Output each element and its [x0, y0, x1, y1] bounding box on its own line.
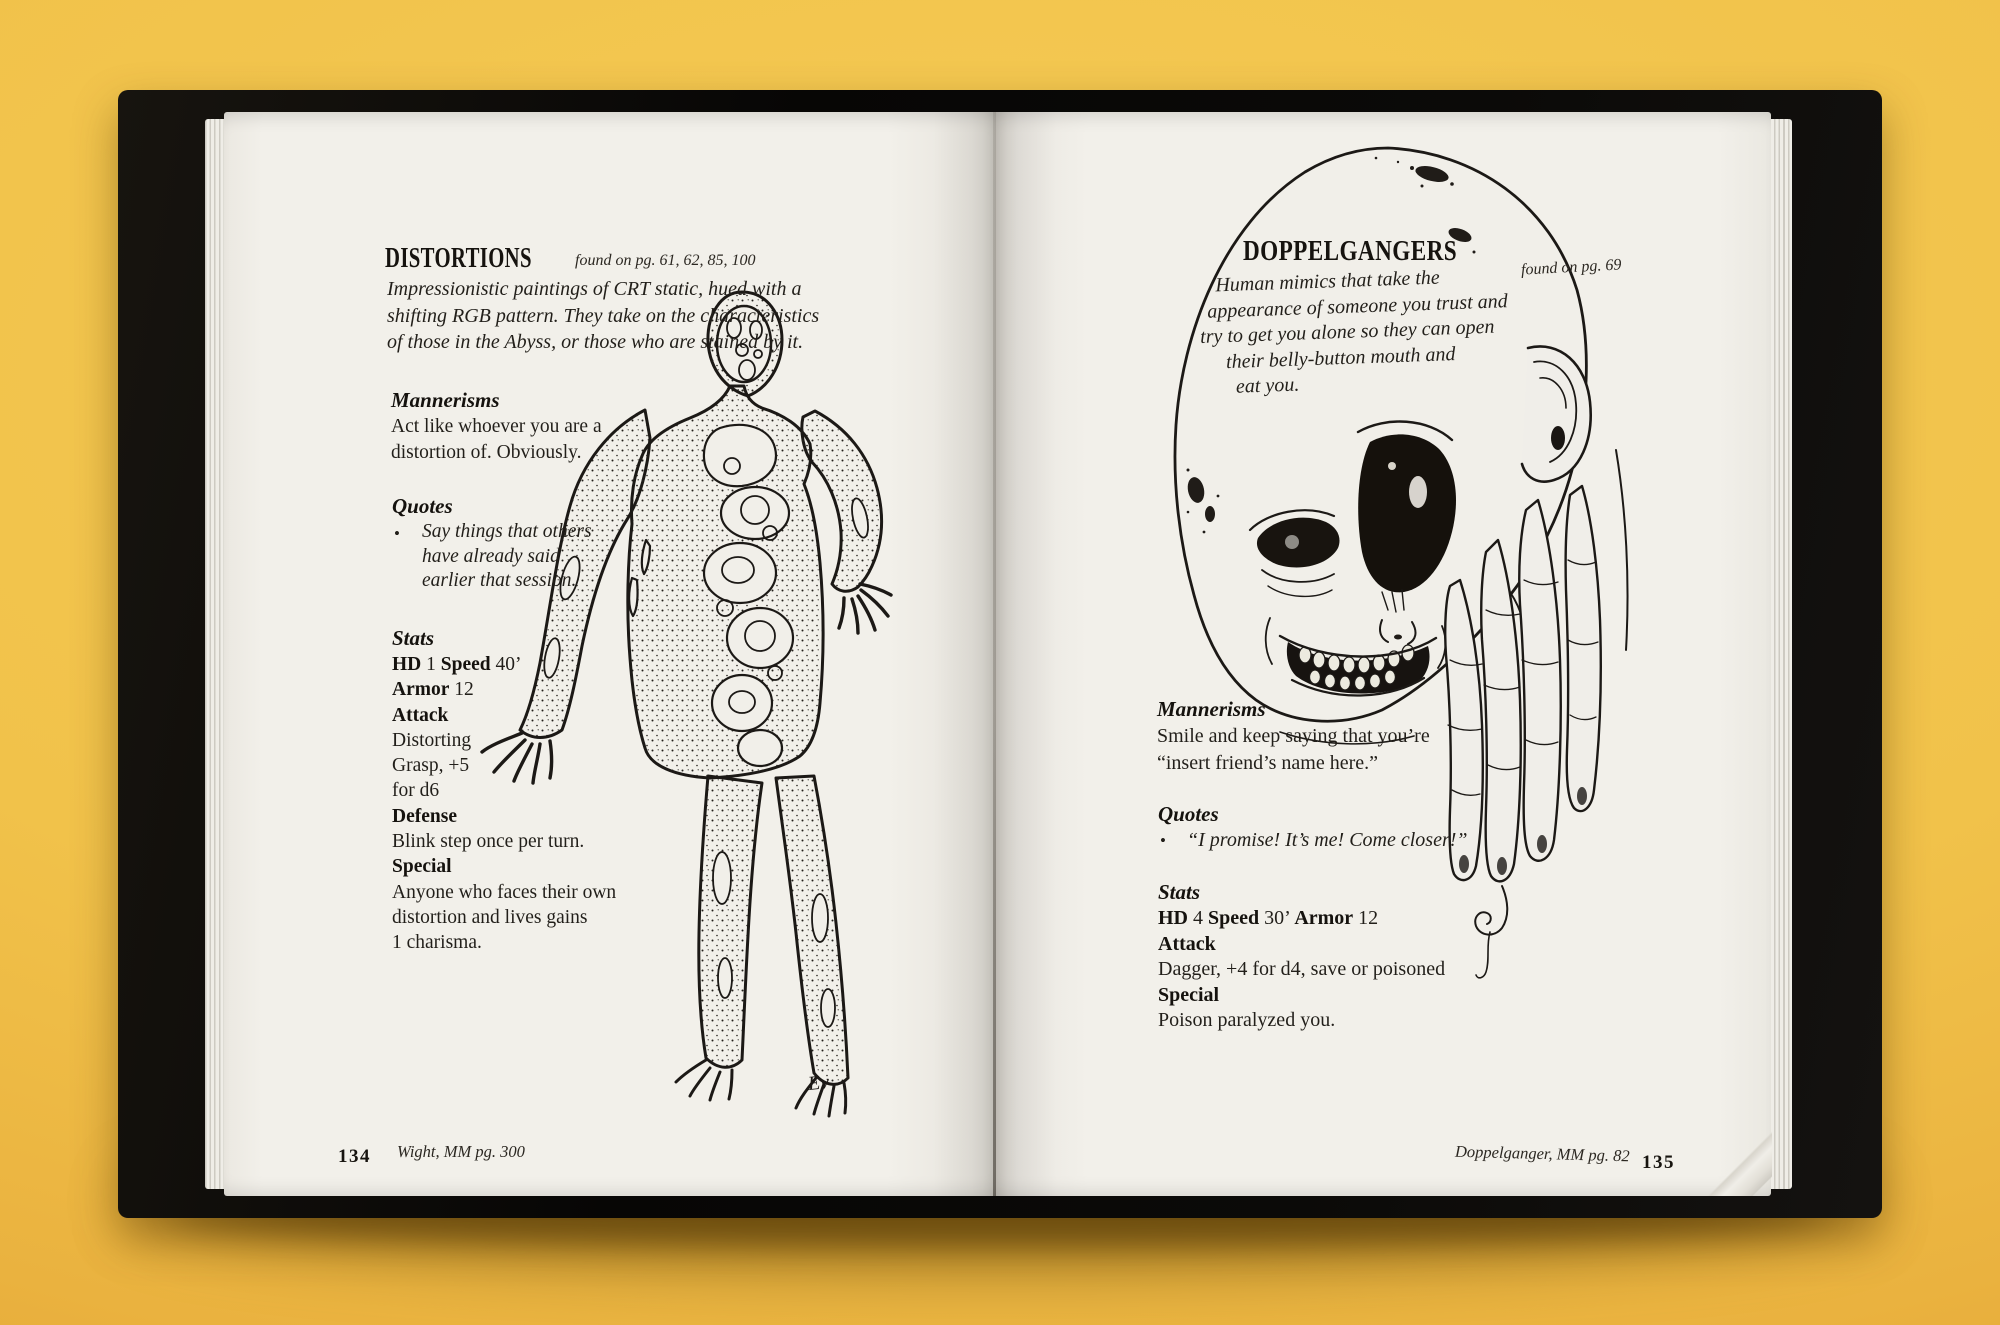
left-found-on-note: found on pg. 61, 62, 85, 100	[575, 252, 756, 269]
right-page-number: 135	[1642, 1152, 1675, 1173]
left-stats-heading: Stats	[392, 626, 435, 650]
right-stat-line-special: Special	[1158, 983, 1220, 1006]
left-entry-title-text: DISTORTIONS	[385, 243, 532, 274]
left-stat-line-defense: Defense	[392, 805, 457, 827]
left-mannerisms-heading: Mannerisms	[391, 388, 500, 412]
right-mannerisms-heading: Mannerisms	[1157, 697, 1266, 721]
right-mannerisms-body: Smile and keep saying that you’re “insert friend’s name here.”	[1157, 725, 1430, 774]
right-quotes-heading: Quotes	[1158, 802, 1219, 826]
left-stat-line-attack: Attack	[392, 704, 449, 726]
left-footer-reference: Wight, MM pg. 300	[397, 1142, 525, 1161]
right-stat-line-attack: Attack	[1158, 932, 1216, 955]
right-entry-title	[1243, 235, 1511, 268]
left-stat-line-armor: Armor 12	[392, 679, 474, 701]
left-stat-line-hd-speed: HD 1 Speed 40’	[392, 654, 522, 675]
right-stat-line-hd-speed-armor: HD 4 Speed 30’ Armor 12	[1158, 907, 1379, 929]
left-mannerisms-body: Act like whoever you are a distortion of. Obviously.	[391, 416, 602, 463]
artist-signature: Ev	[806, 1070, 831, 1096]
right-description: Human mimics that take the appearance of someone you trust and try to get you alone so they can open their belly-button mouth and eat you.	[1199, 266, 1509, 399]
right-footer-reference: Doppelganger, MM pg. 82	[1454, 1141, 1630, 1166]
right-entry-title-text: DOPPELGANGERS	[1243, 235, 1458, 267]
left-description: Impressionistic paintings of CRT static, hued with a shifting RGB pattern. They take on the characteristics of those in the Abyss, or those who are stained by it.	[387, 278, 820, 353]
left-stat-line-special: Special	[392, 856, 452, 878]
right-quote-bullet: •	[1160, 831, 1166, 850]
left-page-number: 134	[338, 1146, 371, 1167]
right-found-on-note: found on pg. 69	[1520, 256, 1622, 279]
left-stats-block: HD 1 Speed 40’ Armor 12 Attack Distorting Grasp, +5 for d6 Defense Blink step once per turn. Special Anyone who faces their own distortion and lives gains 1 charisma.	[392, 654, 617, 954]
right-quote-text: “I promise! It’s me! Come closer!”	[1187, 829, 1468, 851]
right-stats-heading: Stats	[1158, 880, 1201, 904]
left-quote-text: Say things that others have already said earlier that session.	[422, 521, 592, 592]
left-quotes-heading: Quotes	[392, 494, 453, 518]
left-quote-bullet: •	[394, 524, 400, 543]
right-stats-block: HD 4 Speed 30’ Armor 12 Attack Dagger, +4 for d4, save or poisoned Special Poison paralyzed you.	[1158, 907, 1446, 1031]
